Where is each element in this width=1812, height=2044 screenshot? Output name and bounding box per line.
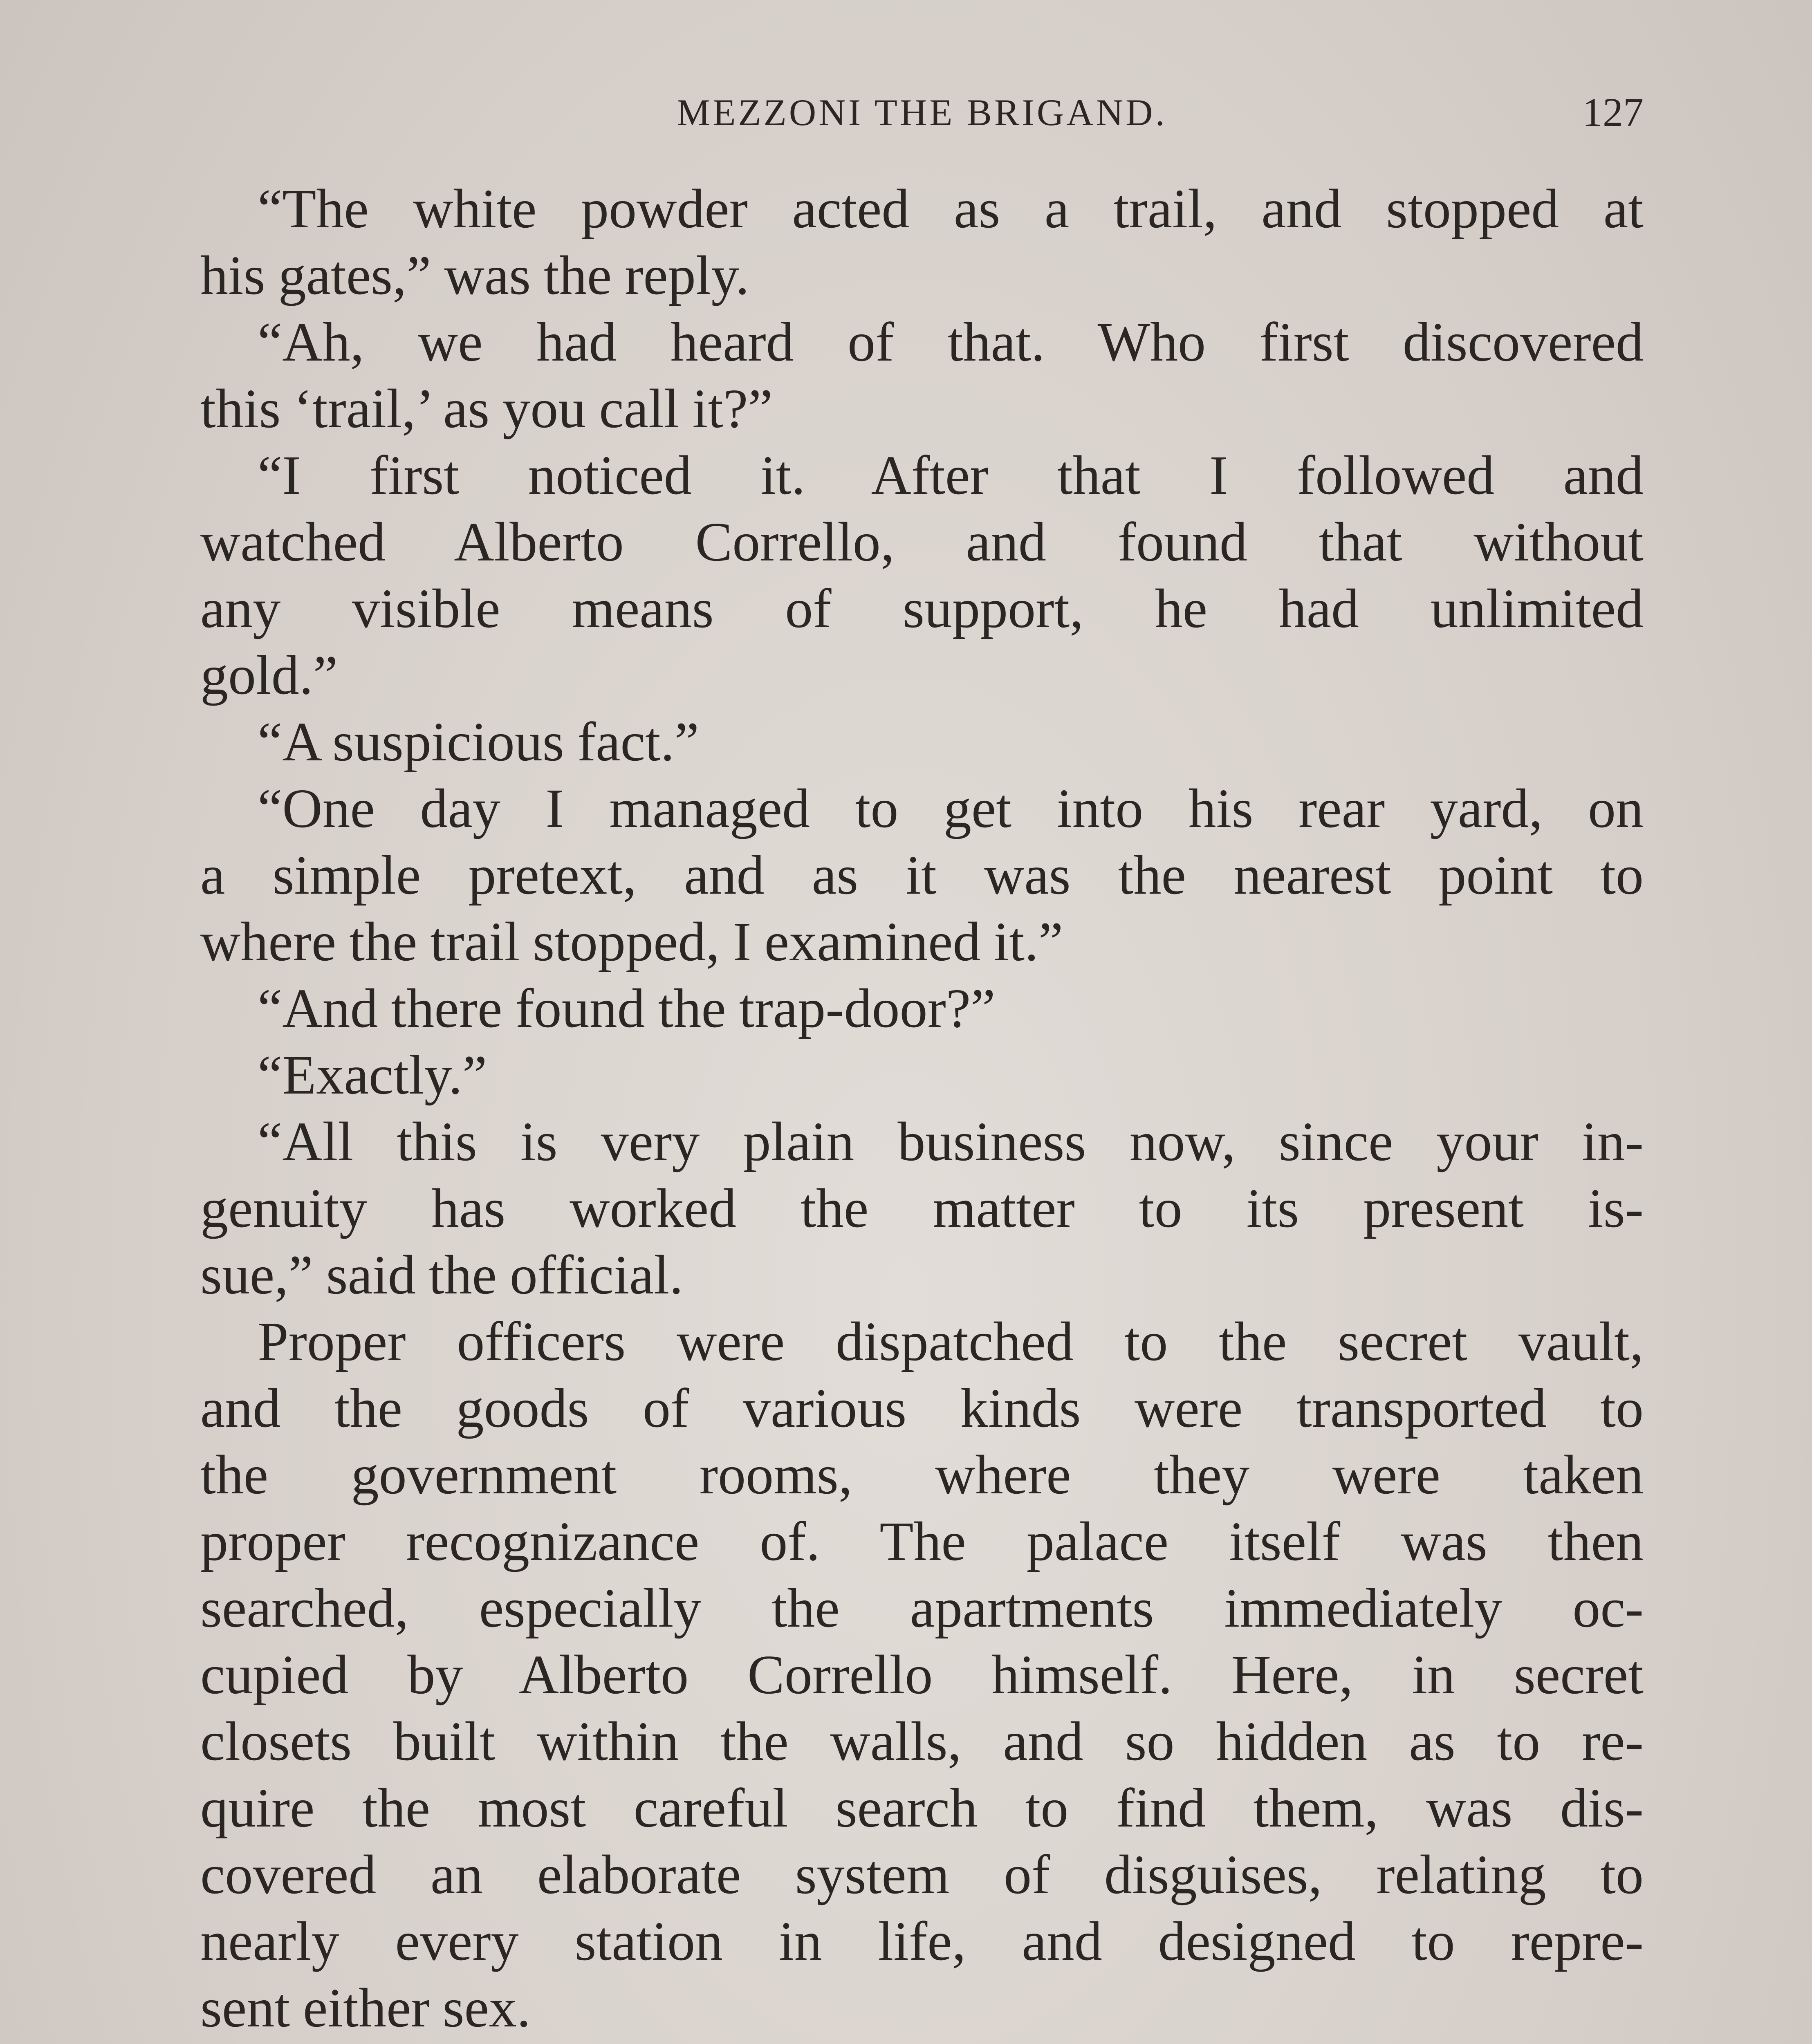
text-line: closets built within the walls, and so hidden as to re- (200, 1711, 1644, 1772)
text-line: sue,” said the official. (200, 1244, 684, 1306)
text-line: watched Alberto Corrello, and found that without (200, 511, 1644, 573)
text-line: sent either sex. (200, 1977, 531, 2039)
text-line: gold.” (200, 645, 338, 706)
text-line: his gates,” was the reply. (200, 245, 749, 306)
text-line: and the goods of various kinds were transported to (200, 1378, 1644, 1439)
text-line: the government rooms, where they were taken (200, 1444, 1644, 1506)
text-line: cupied by Alberto Corrello himself. Here, in secret (200, 1644, 1644, 1706)
page-number: 127 (1582, 90, 1644, 135)
text-line: genuity has worked the matter to its present is- (200, 1178, 1644, 1239)
text-line: this ‘trail,’ as you call it?” (200, 378, 773, 439)
text-line: quire the most careful search to find them, was dis- (200, 1777, 1644, 1839)
text-line: any visible means of support, he had unlimited (200, 578, 1644, 639)
text-line: proper recognizance of. The palace itself was then (200, 1511, 1644, 1572)
text-line: “One day I managed to get into his rear yard, on (258, 778, 1644, 839)
text-line: “The white powder acted as a trail, and stopped at (258, 178, 1644, 240)
text-line: where the trail stopped, I examined it.” (200, 911, 1063, 973)
text-line: covered an elaborate system of disguises, relating to (200, 1844, 1644, 1905)
text-line: Proper officers were dispatched to the secret vault, (258, 1311, 1644, 1372)
text-line: “A suspicious fact.” (258, 711, 699, 773)
text-line: “All this is very plain business now, since your in- (258, 1111, 1644, 1172)
text-line: nearly every station in life, and designed to repre- (200, 1911, 1644, 1972)
running-head (200, 84, 1644, 141)
text-line: “Exactly.” (258, 1044, 487, 1106)
text-line: “I first noticed it. After that I followed and (258, 445, 1644, 506)
text-line (200, 2042, 1644, 2044)
text-line: “And there found the trap-door?” (258, 978, 996, 1039)
body-text (200, 176, 1644, 2044)
text-line: a simple pretext, and as it was the nearest point to (200, 845, 1644, 906)
text-line: “Ah, we had heard of that. Who first discovered (258, 312, 1644, 373)
running-title: MEZZONI THE BRIGAND. (677, 92, 1167, 133)
text-line: searched, especially the apartments immediately oc- (200, 1578, 1644, 1639)
